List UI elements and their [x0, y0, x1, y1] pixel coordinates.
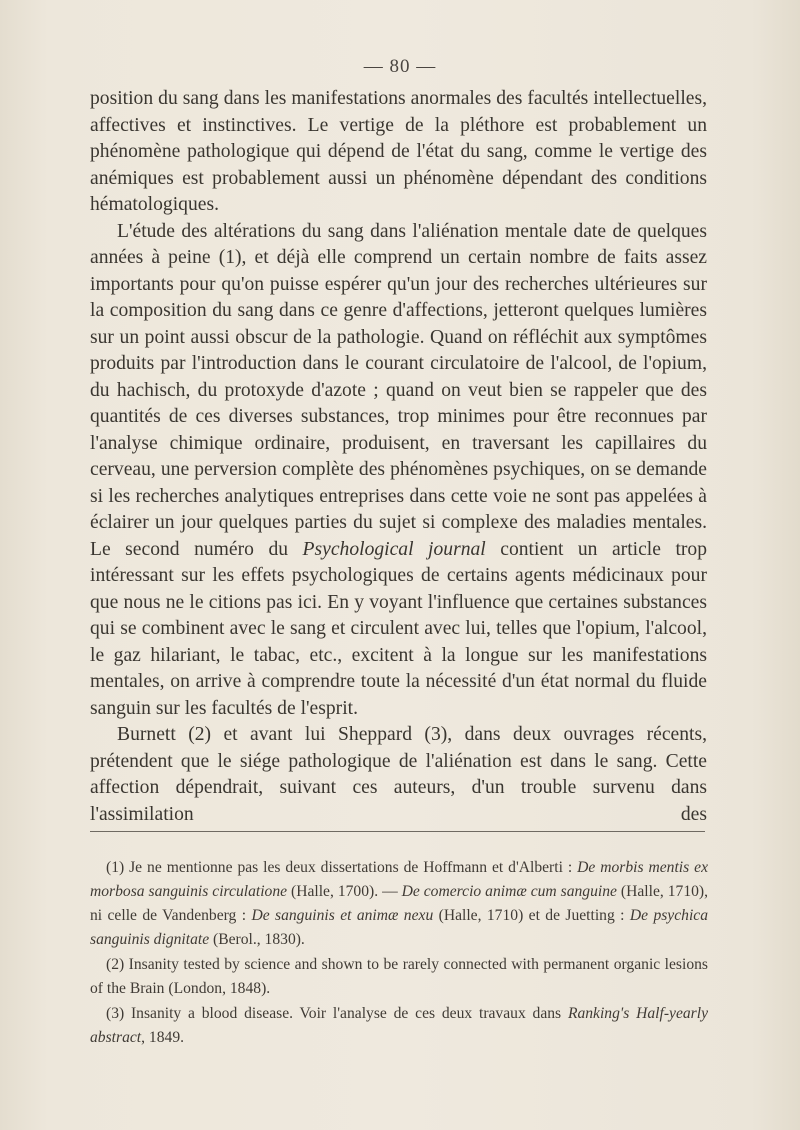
- footnote-1-title-c: De sanguinis et animæ nexu: [251, 907, 434, 924]
- paragraph-2-continued: contient un article trop intéressant sur les effets psychologiques de certains agents médicinaux pour que nous ne le citions pas ici. En y voyant l'influence que certaines substances qui se combinent avec le sang et circulent avec lui, telles que l'opium, l'alcool, le gaz hilariant, le tabac, etc., excitent à la longue sur les manifestations mentales, on arrive à comprendre toute la nécessité d'un état normal du fluide sanguin sur les facultés de l'esprit.: [90, 538, 708, 719]
- paragraph-3: Burnett (2) et avant lui Sheppard (3), dans deux ouvrages récents, prétendent que le siége pathologique de l'aliénation est dans le sang. Cette affection dépendrait, suivant ces auteurs, d'un trouble survenu dans l'assimilation des: [90, 724, 707, 825]
- footnotes: [90, 856, 708, 1050]
- footnote-3-title: Ranking's Half-yearly abstract: [90, 1005, 708, 1046]
- footnote-1-text-e: (Berol., 1830).: [209, 931, 305, 948]
- paragraph-2-text: L'étude des altérations du sang dans l'aliénation mentale date de quelques années à peine (1), et déjà elle comprend un certain nombre de faits assez importants pour qu'on puisse espérer qu'un jour des recherches ultérieures sur la composition du sang dans ce genre d'affections, jetteront quelques lumières sur un point aussi obscur de la pathologie. Quand on réfléchit aux symptômes produits par l'introduction dans le courant circulatoire de l'alcool, de l'opium, du hachisch, du protoxyde d'azote ; quand on veut bien se rappeler que des quantités de ces diverses substances, trop minimes pour être reconnues par l'analyse chimique ordinaire, produisent, en traversant les capillaires du cerveau, une perversion complète des phénomènes psychiques, on se demande si les recherches analytiques entreprises dans cette voie ne sont pas appelées à éclairer un jour quelques parties du sujet si complexe des maladies mentales. Le second numéro du: [90, 220, 707, 560]
- footnote-1-text-c: (Halle, 1710), ni celle de Vandenberg :: [90, 883, 709, 924]
- footnote-2: (2) Insanity tested by science and shown to be rarely connected with permanent organic lesions of the Brain (London, 1848).: [90, 956, 708, 997]
- paragraph-2: [90, 219, 707, 723]
- footnote-1-text: (1) Je ne mentionne pas les deux dissertations de Hoffmann et d'Alberti :: [106, 859, 578, 876]
- footnote-1: [90, 856, 708, 952]
- footnote-1-title-d: De psychica sanguinis dignitate: [90, 907, 708, 948]
- main-text: [90, 86, 707, 828]
- footnote-1-text-b: (Halle, 1700). —: [287, 883, 402, 900]
- footnote-1-text-d: (Halle, 1710) et de Juetting :: [433, 907, 630, 924]
- journal-title: Psychological journal: [302, 538, 486, 560]
- footnote-3-year: , 1849.: [141, 1029, 185, 1046]
- footnote-separator: [90, 831, 705, 832]
- footnote-3: [90, 1002, 708, 1050]
- paragraph-1: position du sang dans les manifestations anormales des facultés intellectuelles, affectives et instinctives. Le vertige de la pléthore est probablement un phénomène pathologique qui dépend de l'état du sang, comme le vertige des anémiques est probablement aussi un phénomène dépendant des conditions hématologiques.: [90, 88, 707, 215]
- footnote-1-title-b: De comercio animæ cum sanguine: [401, 883, 617, 900]
- footnote-1-title-a: De morbis mentis ex morbosa sanguinis circulatione: [90, 859, 708, 900]
- footnote-3-text: (3) Insanity a blood disease. Voir l'analyse de ces deux travaux dans: [106, 1005, 568, 1022]
- page-number: — 80 —: [363, 56, 437, 77]
